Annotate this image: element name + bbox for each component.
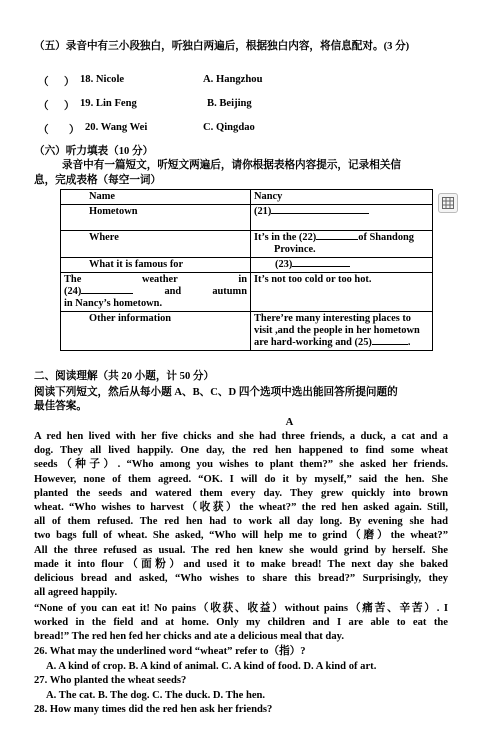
speaker-name: 20. Wang Wei [85, 122, 148, 133]
part2-instruction-line2: 最佳答案。 [34, 401, 87, 412]
table-cell: Nancy [251, 190, 433, 205]
listening-fill-table [60, 189, 433, 351]
passage-line: delicious bread and asked, “Who wishes to share this bread?” Surprisingly, they [34, 573, 448, 585]
blank-25-label: are hard-working and (25) [254, 337, 372, 348]
cell-text: There’re many interesting places to [254, 313, 411, 324]
passage-paragraph-1 [34, 430, 448, 600]
blank-23-line[interactable] [292, 266, 350, 267]
passage-line: all of them refused. The red hen had to work all day long. By evening she had [34, 516, 448, 528]
question-28: 28. How many times did the red hen ask her friends? [34, 704, 273, 715]
passage-line: wheat. “Who wishes to harvest（收获）the wheat?” the red hen asked again. Still, [34, 502, 448, 514]
word: autumn [212, 286, 247, 297]
document-grid-icon[interactable] [438, 193, 458, 213]
city-option: C. Qingdao [203, 122, 255, 133]
passage-line: seeds（种子）. “Who among you wishes to plant them?” she asked her friends. [34, 459, 448, 471]
city-option: A. Hangzhou [203, 74, 263, 85]
blank-23-label: (23) [275, 259, 293, 270]
table-cell: Other information [61, 312, 251, 351]
part2-heading: 二、阅读理解（共 20 小题，计 50 分） [34, 371, 215, 382]
passage-line: “None of you can eat it! No pains（收获、收益）without pains（痛苦、辛苦）. I [34, 603, 448, 614]
table-row [61, 273, 433, 312]
passage-line: worked in the field and at home. Only my children and I are able to eat the [34, 617, 448, 629]
blank-22-label: It’s in the (22) [254, 232, 317, 243]
section6-instruction-line2: 息，完成表格（每空一词） [34, 175, 162, 186]
passage-paragraph-2 [34, 602, 448, 645]
passage-line: bread!” The red hen fed her chicks and ate a delicious meal that day. [34, 631, 344, 643]
table-row [61, 312, 433, 351]
cell-text: visit ,and the people in her hometown [254, 325, 420, 336]
table-row [61, 205, 433, 231]
period: . [407, 337, 411, 348]
question-26-options: A. A kind of crop. B. A kind of animal. C. A kind of food. D. A kind of art. [46, 661, 377, 672]
answer-paren-open: （ [38, 125, 49, 136]
table-cell [251, 205, 433, 231]
passage-line: However, none of them agreed. “OK. I will do it by myself,” said the hen. She [34, 473, 448, 485]
table-cell: Where [61, 231, 251, 258]
part2-instruction-line1: 阅读下列短文，然后从每小题 A、B、C、D 四个选项中选出能回答所提问题的 [34, 387, 398, 398]
table-cell: Name [61, 190, 251, 205]
question-26: 26. What may the underlined word “wheat” refer to（指）? [34, 646, 306, 657]
table-cell [251, 231, 433, 258]
passage-line: dog. They all lived happily. One day, the red hen happened to find some wheat [34, 445, 448, 457]
table-cell [251, 258, 433, 273]
answer-paren-open: （ [38, 101, 49, 112]
word: in [238, 274, 247, 285]
blank-24-label: (24) [64, 286, 82, 297]
passage-line: all agreed happily. [34, 587, 118, 599]
passage-line: planted the seeds and watered them every day. They grew quickly into brown [34, 487, 448, 499]
word: The [64, 274, 82, 285]
blank-21-label: (21) [254, 206, 272, 217]
cell-text: in Nancy’s hometown. [64, 298, 163, 309]
blank-22-line[interactable] [316, 239, 358, 240]
table-cell [251, 312, 433, 351]
section6-instruction-line1: 录音中有一篇短文，听短文两遍后，请你根据表格内容提示，记录相关信 [62, 160, 401, 171]
passage-line: A red hen lived with her five chicks and she had three friends, a duck, a cat and a [34, 431, 448, 442]
table-row [61, 231, 433, 258]
answer-paren-close: ） [64, 77, 75, 88]
province-text: Province. [274, 244, 316, 255]
word: and [164, 286, 182, 297]
table-cell: Hometown [61, 205, 251, 231]
question-27-options: A. The cat. B. The dog. C. The duck. D. The hen. [46, 690, 266, 701]
table-row [61, 258, 433, 273]
answer-paren-open: （ [38, 77, 49, 88]
table-cell [61, 273, 251, 312]
answer-paren-close: ） [69, 125, 80, 136]
answer-paren-close: ） [64, 101, 75, 112]
city-option: B. Beijing [207, 98, 252, 109]
blank-24-line[interactable] [81, 293, 133, 294]
passage-line: All the three refused as usual. The red hen knew she would grind by herself. She [34, 544, 448, 556]
passage-label: A [285, 417, 294, 428]
passage-line: made it into flour（面粉）and used it to make bread! The next day she baked [34, 558, 448, 570]
passage-line: two bags full of wheat. She asked, “Who will help me to grind（磨）the wheat?” [34, 530, 448, 542]
table-cell: It’s not too cold or too hot. [251, 273, 433, 312]
location-text: of Shandong [358, 232, 414, 243]
speaker-name: 19. Lin Feng [80, 98, 137, 109]
question-27: 27. Who planted the wheat seeds? [34, 675, 187, 686]
section6-heading: （六）听力填表（10 分） [34, 146, 154, 157]
section5-heading: （五）录音中有三小段独白，听独白两遍后，根据独白内容，将信息配对。(3 分) [34, 41, 410, 52]
blank-25-line[interactable] [372, 344, 408, 345]
speaker-name: 18. Nicole [80, 74, 125, 85]
table-cell: What it is famous for [61, 258, 251, 273]
blank-21-line[interactable] [271, 213, 369, 214]
word: weather [141, 274, 178, 285]
table-row [61, 190, 433, 205]
